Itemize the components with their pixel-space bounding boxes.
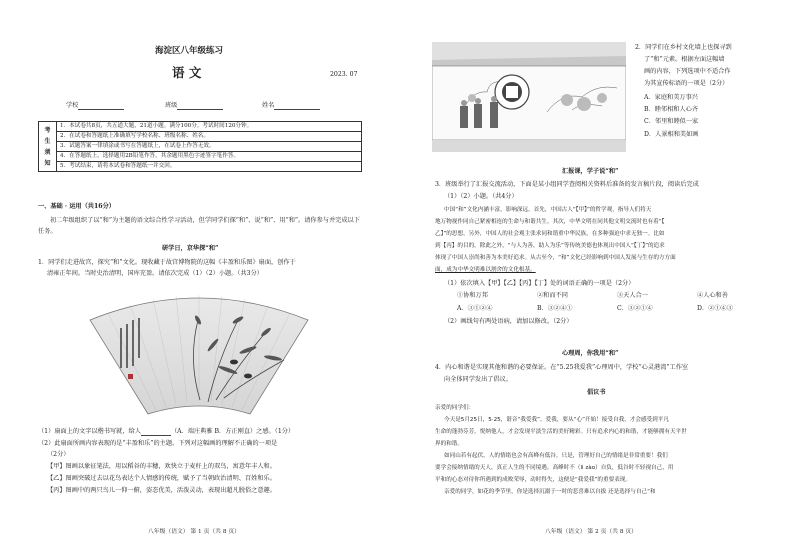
letter-line: 平和的心态对待你所遇到的成败荣辱，动时得失，这便是“我爱我”的重要表现。 [435,477,631,483]
exam-notice-table [38,121,362,172]
notice-item: 3．试题答案一律填涂或书写在答题纸上，在试卷上作答无效。 [57,141,362,151]
question-3-1: （1）依次填入【甲】【乙】【丙】【丁】处的词语正确的一项是（2分） [444,280,635,287]
subhead-research-day: 研学日，京华探“和” [162,245,219,252]
question-4-cont: 向全体同学发出了倡议。 [444,376,513,383]
name-blank[interactable] [274,103,320,110]
question-3-option-d: D．②①④③ [697,305,733,312]
option-bing: 【丙】图画中的两只鸟儿一仰一俯，姿态优美，活泼灵动，表现出超凡脱俗之意趣。 [47,487,276,494]
question-3-2: （2）画线句有两处语病，请加以修改。（2分） [444,318,573,325]
question-2-line3: 画的内容，下列选项中不适合作 [644,68,731,75]
page-1-footer: 八年级（语文） 第 1 页（共 8 页） [148,529,240,535]
question-3-cont: （1）（2）小题。（共4分） [444,193,518,200]
class-field [165,102,223,110]
phrase-2: ②和而不同 [537,292,568,299]
phrase-1: ①协和万邦 [457,292,488,299]
question-1-cont: 清雍正年间。当时史治清明，国库充盈。请依次完成（1）（2）小题。（共3分） [47,270,263,277]
letter-line: 生命的蓬勃芬芳，悦纳他人，才会发现平淡生活的美好精彩。只有追求内心的和谐，才能够拥有天平世 [435,429,687,435]
subhead-report: 汇报课，学子说“和” [562,168,619,175]
notice-label: 考 生 须 知 [39,122,57,172]
question-2-option-a: A．家庭和美万事兴 [644,94,698,101]
subhead-psych-week: 心理周，你我用“和” [562,350,619,357]
seal-stamp-icon [128,374,133,379]
school-blank[interactable] [78,103,124,110]
letter-line: 如同山若有起伏，人的情绪也会有高峰有低谷。只是，管理好自己的情绪是非常重要！我们 [444,453,668,459]
speech-line: 体现了中国人崇尚和善为本美好追求。从古至今，“和”文化已经影响到中国人发展与生存的方方面 [435,255,676,261]
question-2-line2: 了“和”元素。根据左面这幅墙 [644,56,725,63]
question-2-option-c: C．邻里和睦似一家 [644,118,699,125]
question-2-line1: 2．同学们在乡村文化墙上也探寻到 [635,44,732,51]
letter-greeting: 亲爱的同学们： [435,405,475,411]
speech-line: 乙】”的思想。另外，中国人的社会观主张求同和谐重中华民族，在多种强迫中求无独一。比如 [435,231,665,237]
question-3: 3．班级举行了汇报交流活动，下面是某小组同学查阅相关资料后准备的发言稿片段，阅读后完成 [435,181,699,188]
question-3-option-c: C．③②①④ [617,305,653,312]
phrase-4: ④人心和善 [697,292,728,299]
letter-line: 要学会接纳情绪的天人，真正人生的不同境遇。高峰时不（lì zào）自负，低谷时不轻视自己，用 [435,465,674,471]
fan-painting-image [88,290,310,418]
notice-item: 4．在答题纸上，选择题用2B铅笔作答，其余题用黑色字迹签字笔作答。 [57,151,362,161]
section-1-heading: 一、基础 · 运用（共16分） [38,203,115,210]
speech-line: 中国“和”文化内涵丰富，影响深远。首先，中国古人“【甲】”的哲学观，指导人们将天 [444,207,652,213]
exam-date: 2023. 07 [330,71,358,78]
speech-line-underlined: 面，成为中华文明难以割舍的文化根基。 [435,267,536,273]
question-2-line4: 为其宣传标语的一项是（2分） [644,80,729,87]
notice-item: 1．本试卷共8页，共五道大题，21道小题。满分100分。考试时间120分钟。 [57,122,362,132]
question-3-option-b: B．③②④① [537,305,573,312]
notice-item: 2．在试卷和答题纸上准确填写学校名称、班级名称、姓名。 [57,131,362,141]
question-3-option-a: A．③①②④ [457,305,493,312]
class-blank[interactable] [177,103,223,110]
proposal-title: 倡议书 [587,389,606,396]
mural-image [432,42,626,152]
school-field [66,102,124,110]
page-2-footer: 八年级（语文） 第 2 页（共 8 页） [545,529,637,535]
question-2-option-b: B．睦邻相和人心齐 [644,106,699,113]
question-4: 4．内心和谐是实现其他和谐的必要保证。在“5.25我爱我”心理周中，学校“心灵港湾”工作室 [435,364,689,371]
notice-item: 5．考试结束，请将本试卷和答题纸一并交回。 [57,161,362,171]
answer-blank-1-1[interactable] [141,429,171,436]
speech-line: 到【丙】的目的。除此之外，“与人为善，助人为乐”等传统美德也体现出中国人“【丁】”的追求 [435,243,665,249]
letter-line: 今天是5月25日，5·25，谐音“我爱我”。爱我，要从“心”开始！接受自我，才会感受到平凡 [444,417,669,423]
letter-line: 亲爱的同学，如花的季节里，你是选择沉溺于一时的悲喜难以自拔 还是选择与自己“和 [444,489,656,495]
question-2-option-d: D．人景相和美如画 [644,131,699,138]
phrase-3: ③天人合一 [617,292,648,299]
exam-title: 海淀区八年级练习 [155,46,224,56]
school-label: 学校 [66,102,79,109]
option-yi: 【乙】图画突破过去以花鸟表达个人情感的传统，赋予了当朝政治清明、百姓和乐。 [47,475,276,482]
intro-paragraph: 初二年级组织了以“和”为主题的语文综合性学习活动，但学同学们探“和”、说“和”、用“和”。请你参与并完成以下任务。 [38,217,360,235]
question-1-2: （2）此扇面所画内容表现的是“丰盈和乐”的主题。下列对这幅画的理解不正确的一项是 [38,440,278,447]
letter-line: 界的和谐。 [435,441,463,447]
question-1-1: （1）扇面上的文字以楷书写就，给人 （A．端庄典雅 B．方正刚直）之感。（1分） [38,428,295,435]
name-field [262,102,320,110]
speech-line: 地万物视作同自己紧密相连的生命与和谐共生。其次，中华文明在同其他文明交流时也有着“【 [435,219,665,225]
page-2 [397,0,794,558]
subject-title: 语 文 [172,65,202,80]
question-1: 1．同学们走进故宫，探究“和”文化。现收藏于故宫博物院的这幅《丰盈和乐图》扇面，创作于 [38,259,296,266]
name-label: 姓名 [262,102,275,109]
option-jia: 【甲】图画以象征笔法，用以稻谷的丰穗，欢快立于麦秆上的双鸟，寓意年丰人和。 [47,463,276,470]
question-1-2-points: （2分） [47,451,70,458]
class-label: 班级 [165,102,178,109]
